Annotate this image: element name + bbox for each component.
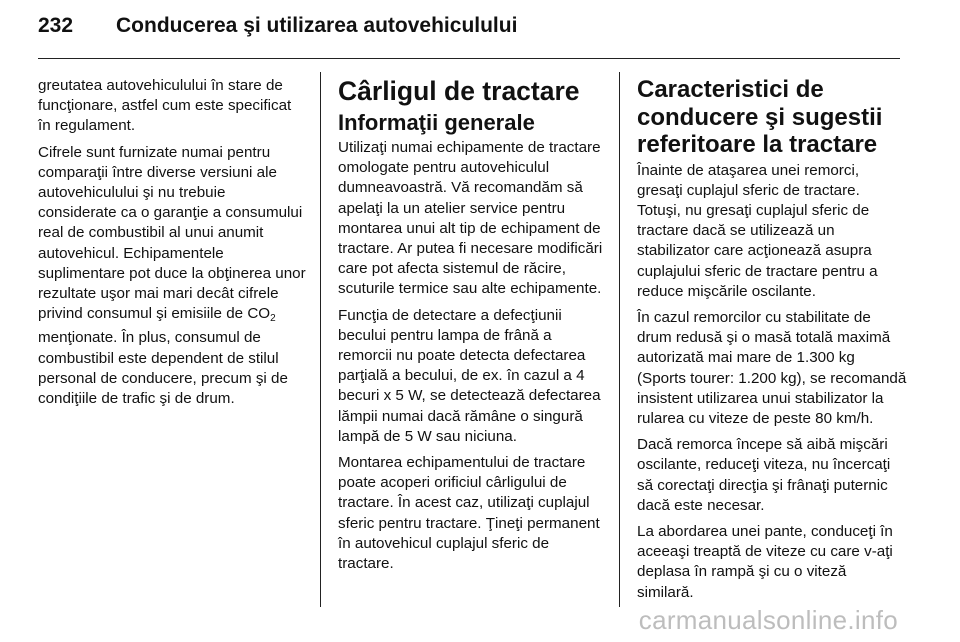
paragraph — [38, 143, 308, 325]
section-heading: Cârligul de tractare — [338, 76, 580, 106]
column-divider — [320, 72, 321, 607]
paragraph: Utilizaţi numai echipamente de tractare omologate pentru autovehiculul dumneavoastră. Vă recomandăm să apelaţi la un atelier service pentru montarea unui alt tip de echipament de tractare. Ar putea fi necesare modificări care pot afecta sistemul de răcire, scuturile termice sau alte echipamente. — [338, 139, 603, 298]
paragraph-text: Cifrele sunt furnizate numai pentru comparaţii între diverse versiuni ale autovehiculului şi nu trebuie considerate ca o garanţie a consumului real de combustibil al unui anumit autovehicul. Echipamentele suplimentare pot duce la obţinerea unor rezultate uşor mai mari decât cifrele privind consumul şi emisiile de CO — [38, 143, 306, 323]
page-header — [38, 14, 517, 44]
watermark: carmanualsonline.info — [638, 605, 898, 635]
paragraph: Înainte de ataşarea unei remorci, gresaţi cuplajul sferic de tractare. Totuşi, nu gresaţi cuplajul sferic de tractare dacă se utilizează un stabilizator care acţionează asupra cuplajului sferic de tractare pentru a reduce mişcările oscilante. — [637, 161, 878, 300]
page-number: 232 — [38, 14, 74, 37]
paragraph: Montarea echipamentului de tractare poate acoperi orificiul cârligului de tractare. În acest caz, utilizaţi cuplajul sferic pentru tractare. Ţineţi permanent în autovehicul cuplajul sferic de tractare. — [338, 454, 600, 573]
subsection-heading: Informaţii generale — [338, 110, 535, 135]
paragraph: În cazul remorcilor cu stabilitate de drum redusă şi o masă totală maximă autorizată mai mare de 1.300 kg (Sports tourer: 1.200 kg), se recomandă insistent utilizarea unui stabilizator la rularea cu viteze de peste 80 km/h. — [637, 308, 907, 427]
column-2 — [338, 76, 608, 580]
paragraph: La abordarea unei pante, conduceţi în aceeaşi treaptă de viteze cu care v-aţi deplasa în rampă şi cu o viteză similară. — [637, 522, 893, 601]
column-divider — [619, 72, 620, 607]
column-3 — [637, 76, 907, 609]
page-title: Conducerea şi utilizarea autovehiculului — [116, 14, 518, 37]
subscript: 2 — [270, 313, 276, 325]
paragraph: Funcţia de detectare a defecţiunii becului pentru lampa de frână a remorcii nu poate detecta defectarea parţială a becului, de ex. în cazul a 4 becuri x 5 W, se detectează defectarea lămpii numai dacă rămâne o singură lampă de 5 W sau niciuna. — [338, 306, 601, 445]
paragraph: menţionate. În plus, consumul de combustibil este dependent de stilul personal de conducere, precum şi de condiţiile de trafic şi de drum. — [38, 329, 288, 408]
paragraph: greutatea autovehiculului în stare de funcţionare, astfel cum este specificat în regulament. — [38, 77, 292, 135]
header-rule — [38, 58, 900, 59]
paragraph: Dacă remorca începe să aibă mişcări oscilante, reduceţi viteza, nu încercaţi să corectaţi direcţia şi frânaţi puternic dacă este necesar. — [637, 436, 891, 514]
column-1 — [38, 76, 308, 415]
section-heading: Caracteristici de conducere şi sugestii referitoare la tractare — [637, 76, 883, 158]
